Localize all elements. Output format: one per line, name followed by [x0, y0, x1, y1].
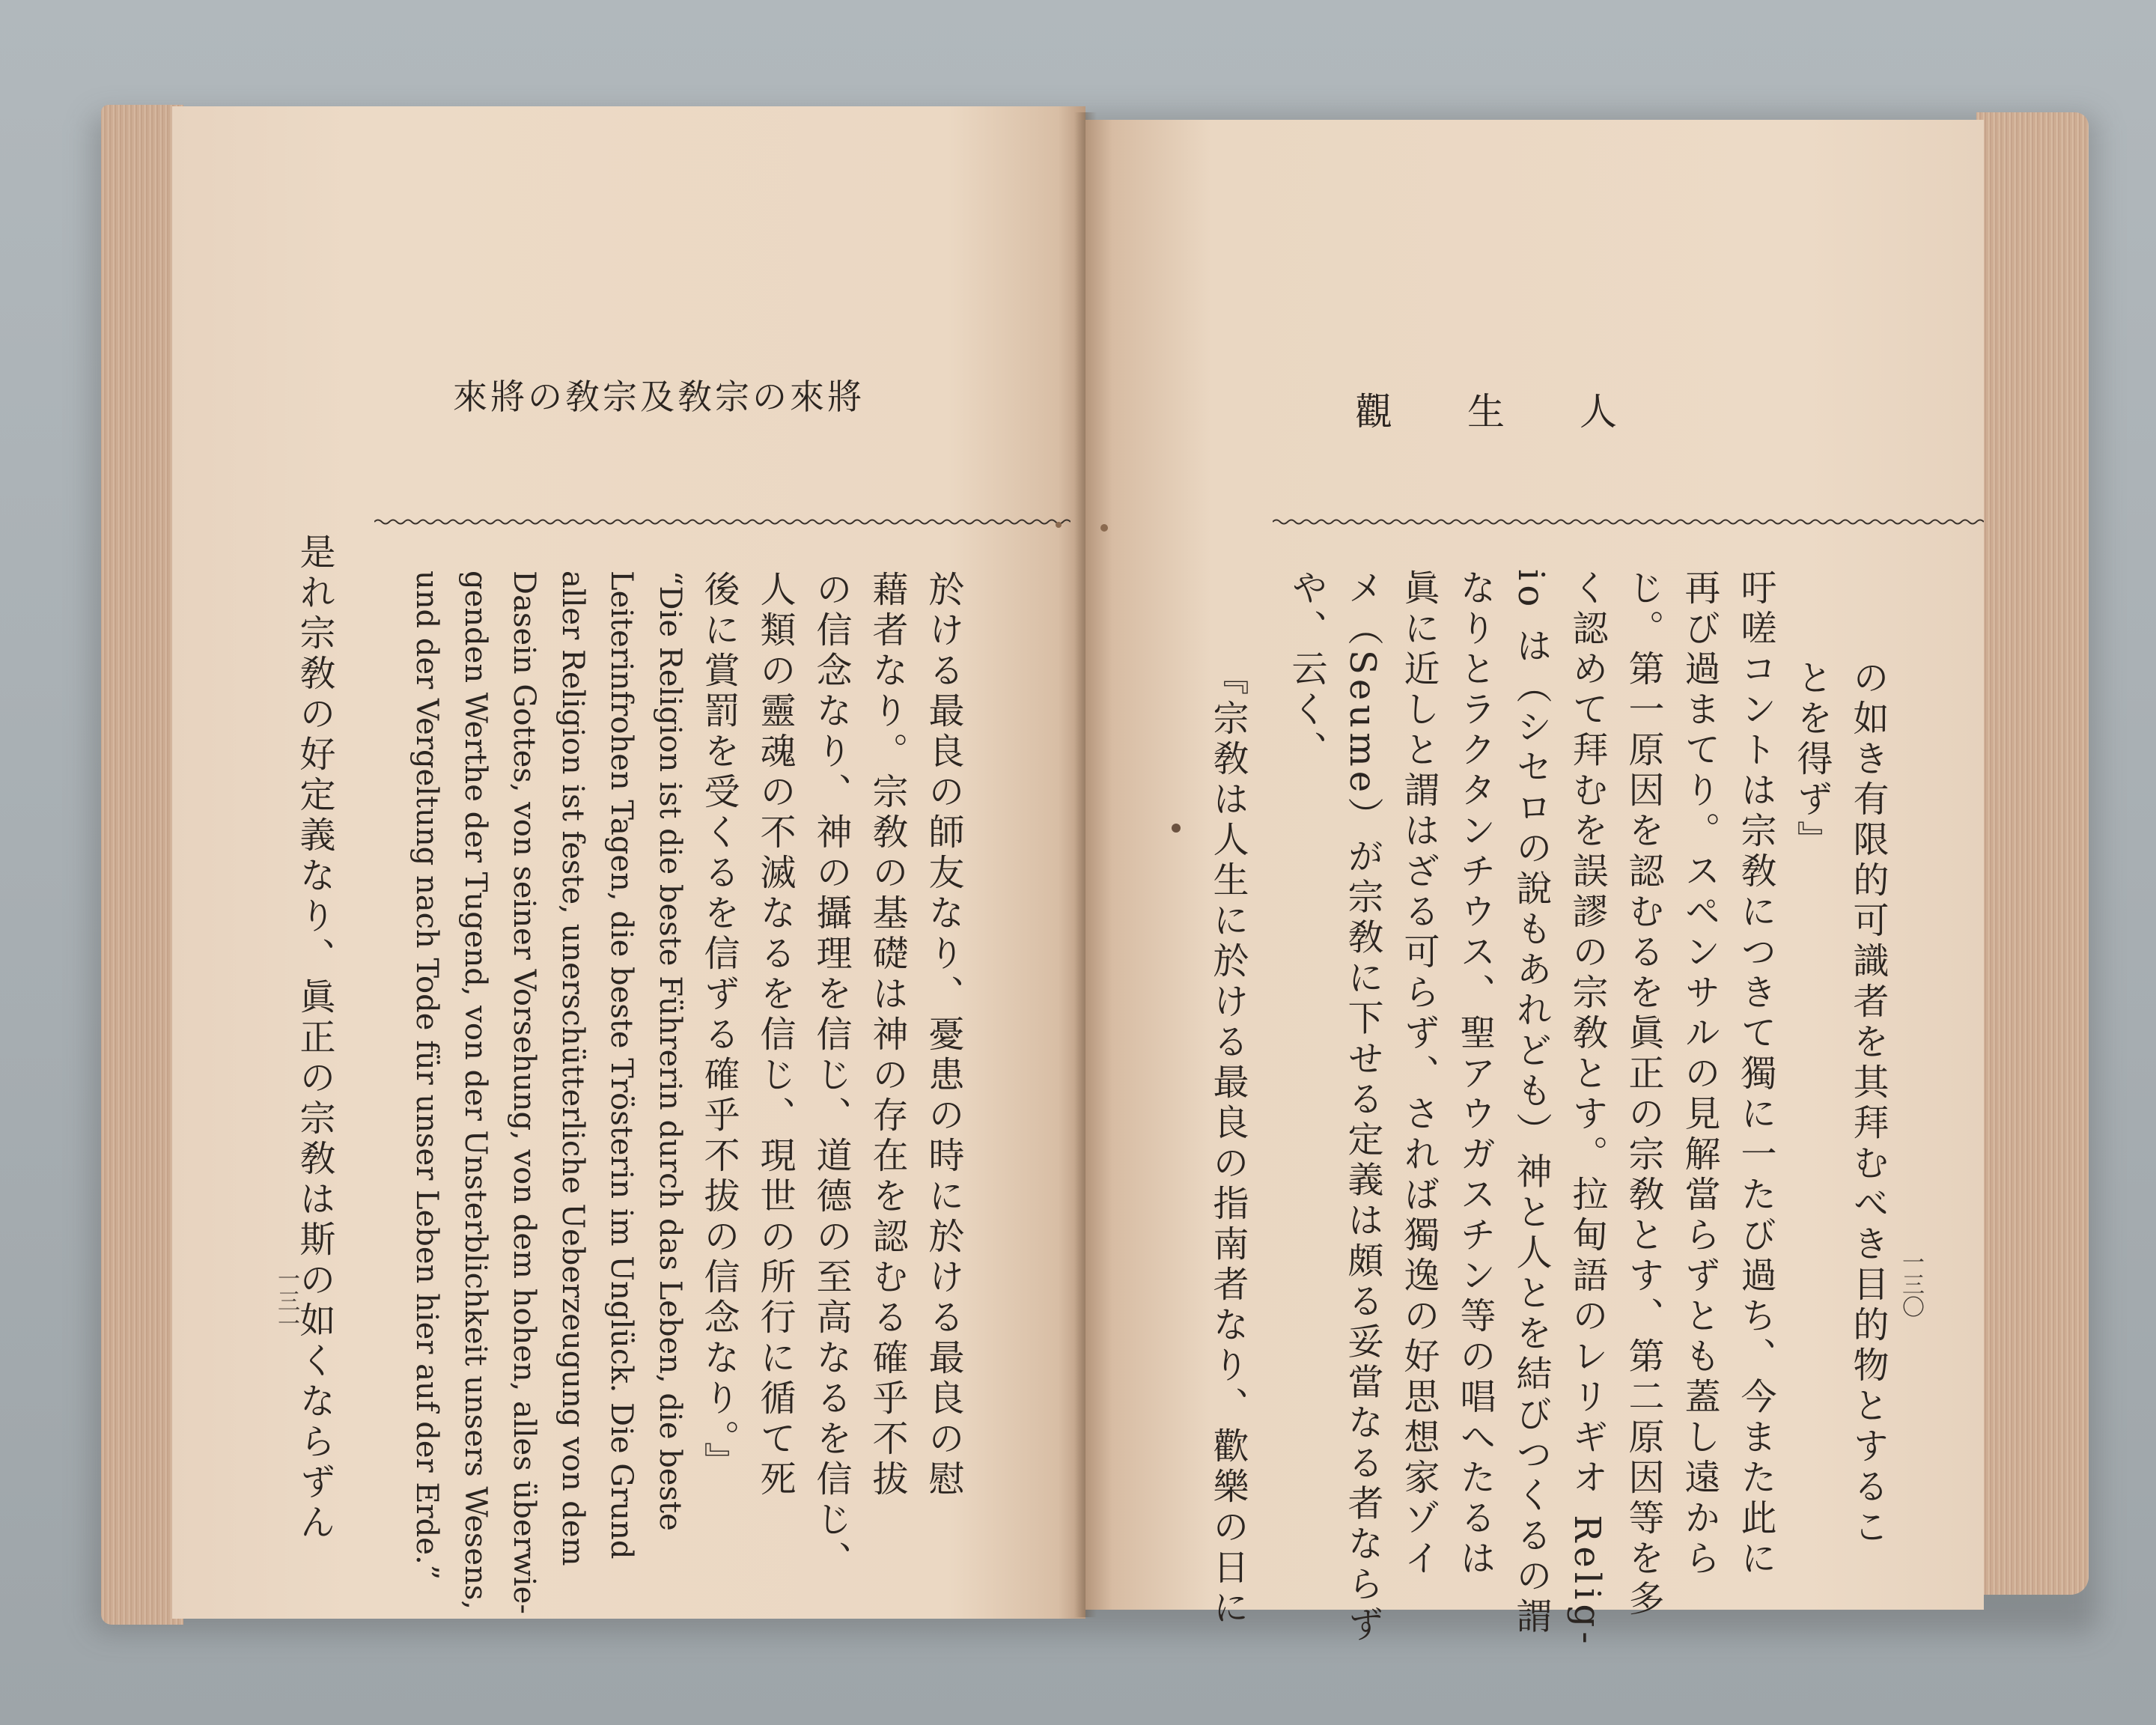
left-german-line-4: Dasein Gottes, von seiner Vorsehung, von dem hohen, alles überwie- — [507, 571, 541, 1614]
right-text-column-2: とを得ず』 — [1791, 659, 1833, 861]
left-german-line-3: aller Religion ist feste, unerschütterliche Ueberzeugung von dem — [555, 571, 590, 1566]
right-page — [1085, 120, 1984, 1649]
left-german-line-2: Leiterinfrohen Tagen, die beste Trösterin im Unglück. Die Grund — [604, 571, 639, 1560]
right-text-column-1: の如き有限的可識者を其拜むべき目的物とするこ — [1847, 659, 1889, 1548]
right-page-number: 一三〇 — [1898, 1250, 1924, 1318]
left-text-column-last: 是れ宗敎の好定義なり、眞正の宗敎は斯の如くならずん — [293, 533, 335, 1544]
right-page-stack — [1976, 112, 2089, 1595]
left-text-column-2: 藉者なり。宗敎の基礎は神の存在を認むる確乎不拔 — [866, 571, 908, 1500]
left-german-line-5: genden Werthe der Tugend, von der Unsterblichkeit unsers Wesens, — [458, 571, 493, 1610]
right-text-column-last: 『宗敎は人生に於ける最良の指南者なり、歡樂の日に — [1207, 659, 1249, 1629]
right-text-column-10: メ（Seume）が宗敎に下せる定義は頗る妥當なる者ならず — [1342, 569, 1383, 1646]
left-german-line-1: “Die Religion ist die beste Führerin durch das Leben, die beste — [653, 571, 687, 1531]
right-header-rule — [1273, 517, 1984, 527]
right-text-column-6: く認めて拜むを誤謬の宗敎とす。拉甸語のレリギオ Relig- — [1566, 569, 1608, 1649]
right-text-column-11: や、云く、 — [1285, 569, 1327, 771]
left-text-column-5: 後に賞罰を受くるを信ずる確乎不拔の信念なり。』 — [698, 571, 740, 1482]
left-text-column-3: の信念なり、神の攝理を信じ、道德の至高なるを信じ、 — [810, 571, 852, 1581]
right-text-column-5: じ。第一原因を認むるを眞正の宗敎とす、第二原因等を多 — [1622, 569, 1664, 1620]
right-running-header: 觀 生 人 — [1355, 390, 1617, 433]
left-german-line-6: und der Vergeltung nach Tode für unser Leben hier auf der Erde.” — [409, 571, 444, 1581]
right-text-column-3: 吁嗟コントは宗敎につきて獨に一たび過ち、今また此に — [1735, 569, 1776, 1580]
left-page-number: 一三一 — [273, 1267, 299, 1334]
left-running-header: 來將の敎宗及敎宗の來將 — [453, 377, 865, 417]
left-page — [172, 106, 1085, 1619]
left-header-rule — [374, 517, 1071, 527]
right-text-column-8: なりとラクタンチウス、聖アウガスチン等の唱へたるは — [1454, 569, 1496, 1580]
left-text-column-1: 於ける最良の師友なり、憂患の時に於ける最良の慰 — [922, 571, 964, 1500]
right-text-column-7: io は（シセロの說もあれども）神と人とを結びつくるの謂 — [1510, 569, 1552, 1638]
left-page-stack — [101, 105, 183, 1625]
page-spot — [1172, 824, 1181, 833]
page-spot — [1056, 522, 1062, 528]
right-text-column-4: 再び過まてり。スペンサルの見解當らずとも蓋し遠から — [1678, 569, 1720, 1580]
left-text-column-4: 人類の靈魂の不滅なるを信じ、現世の所行に循て死 — [754, 571, 796, 1500]
page-spot — [1100, 524, 1108, 532]
right-text-column-9: 眞に近しと謂はざる可らず、されば獨逸の好思想家ゾイ — [1398, 569, 1440, 1580]
